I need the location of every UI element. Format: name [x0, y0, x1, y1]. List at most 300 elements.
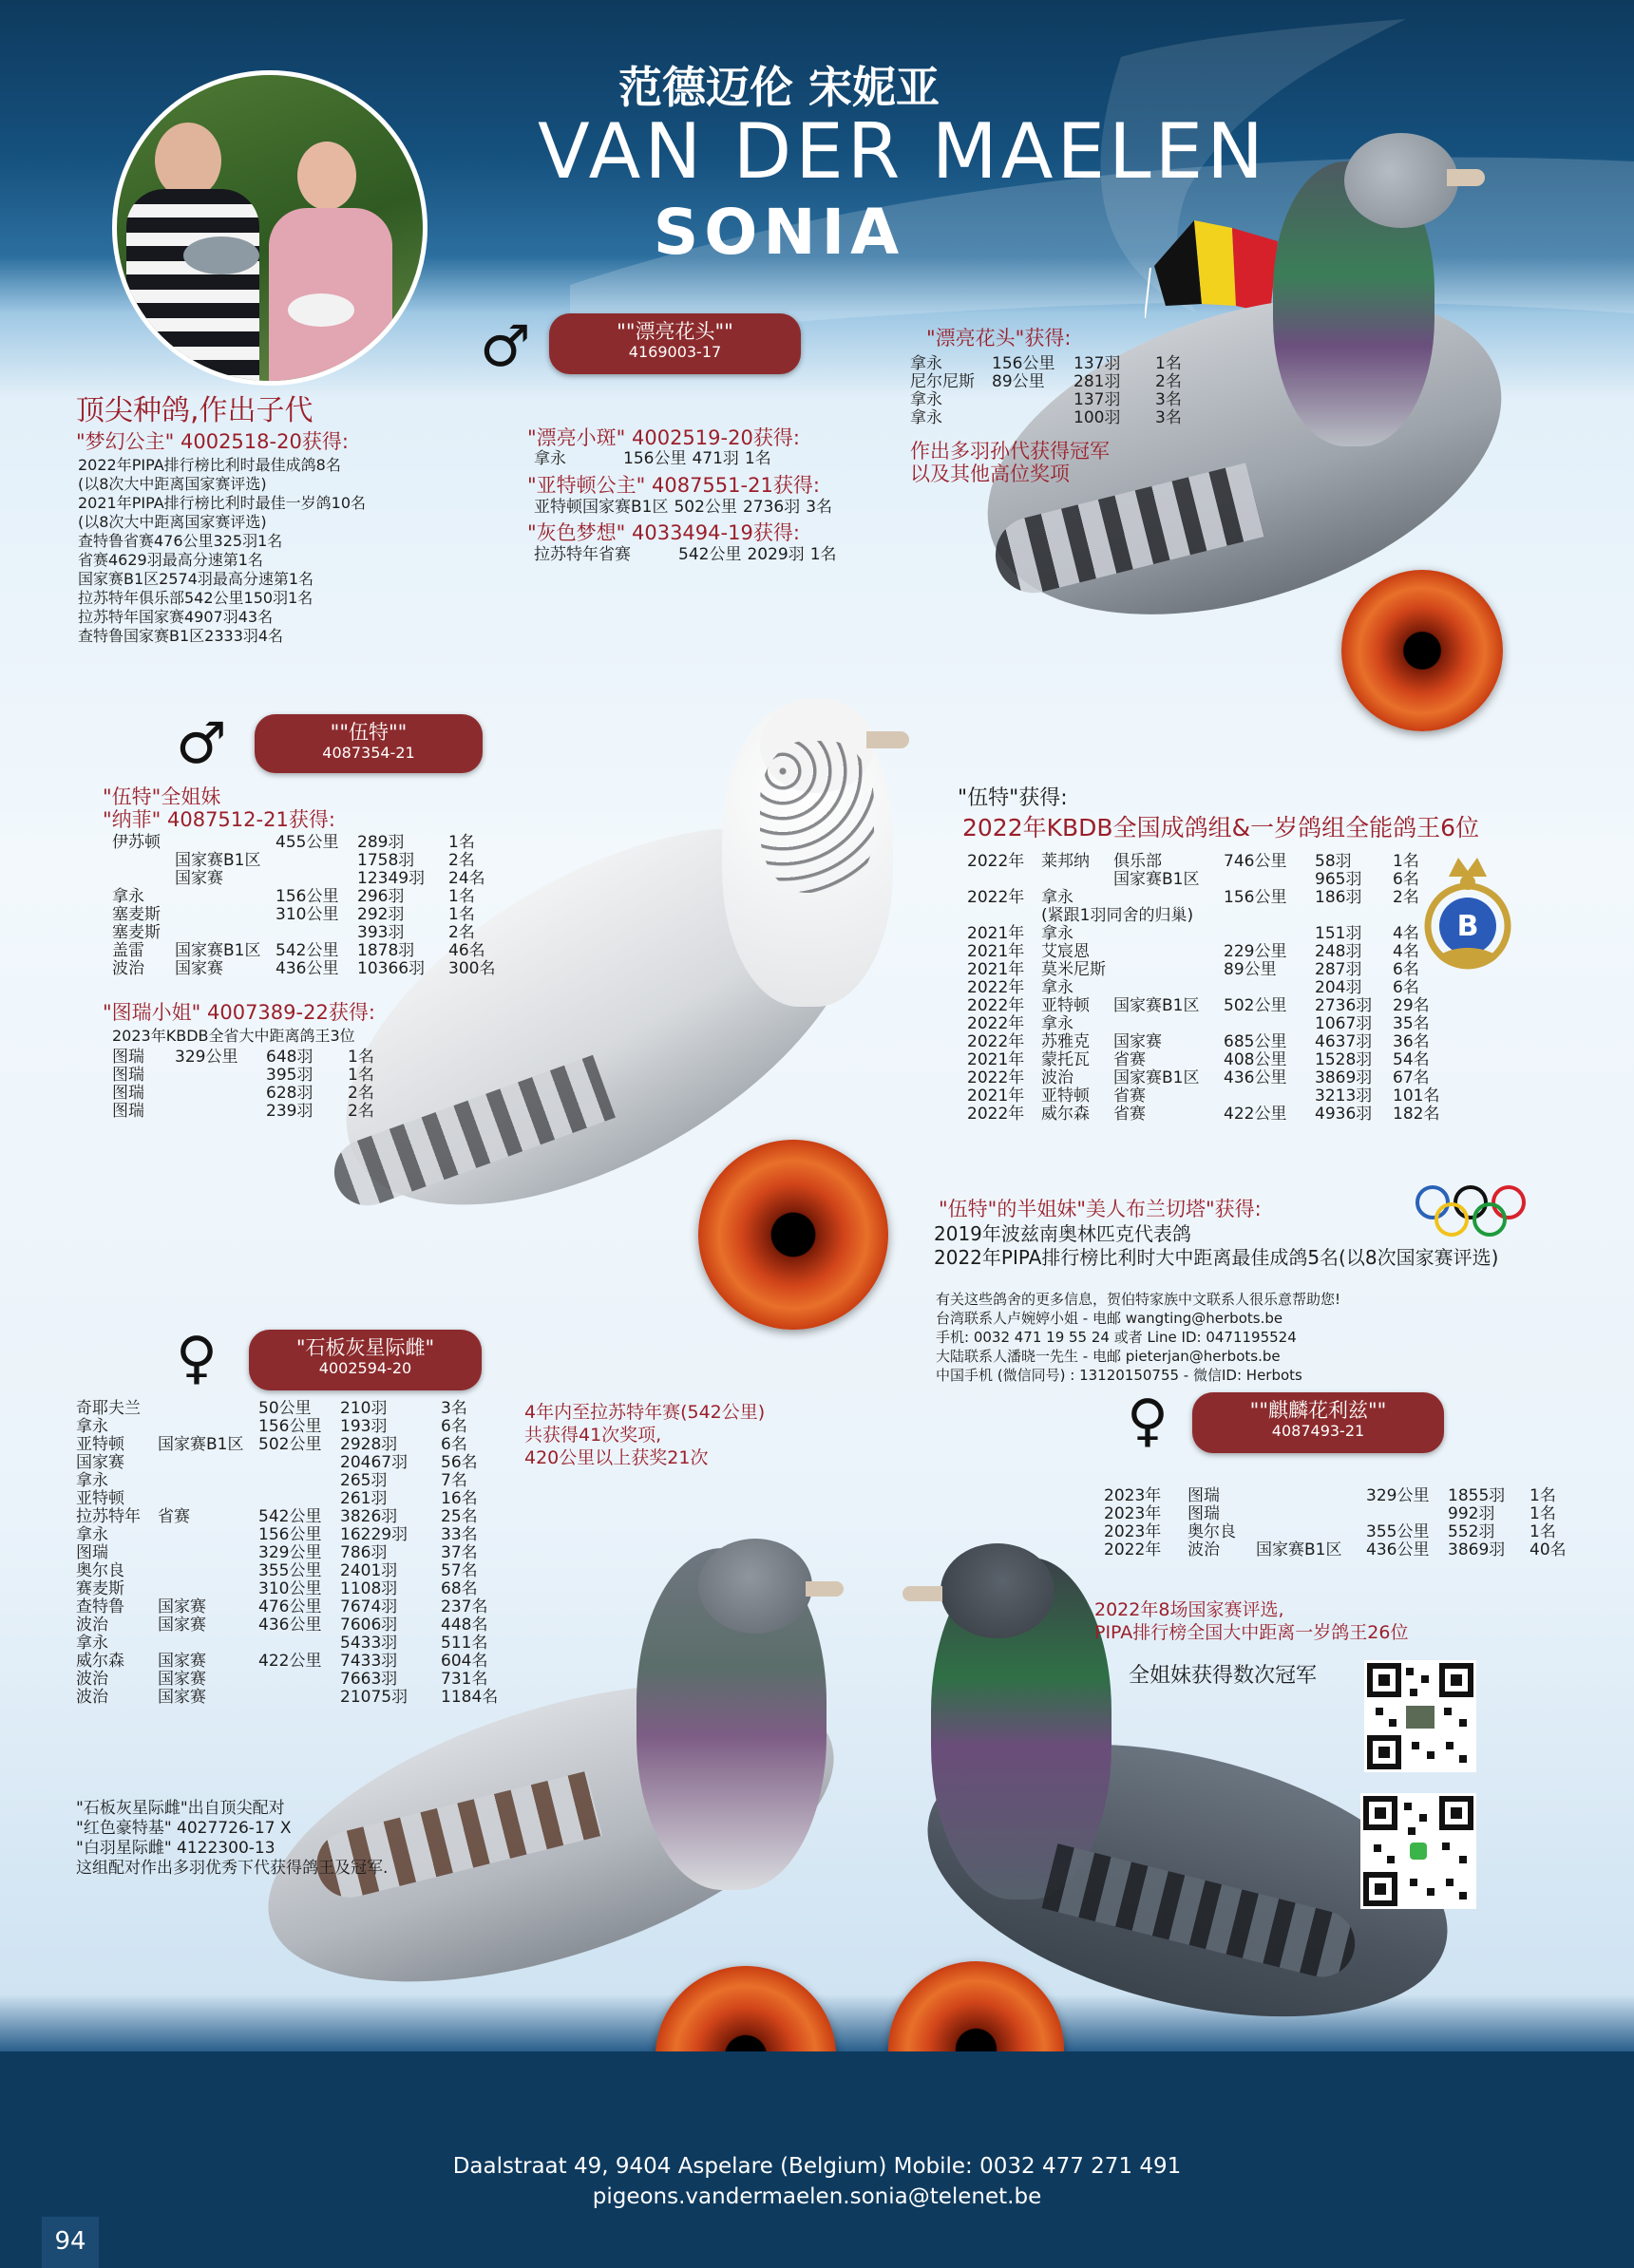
cell: 图瑞: [112, 1084, 144, 1103]
cell: 329公里: [1366, 1486, 1430, 1505]
cell: (紧跟1羽同舍的归巢): [1041, 906, 1194, 925]
cell: 拿永: [1041, 924, 1074, 943]
bird2-own-table: [967, 853, 1445, 1124]
cell: 502公里: [674, 498, 737, 517]
table-row: [76, 1472, 504, 1490]
cell: 1名: [1155, 354, 1182, 373]
cell: 156公里: [258, 1525, 322, 1544]
cell: [276, 924, 357, 942]
cell: 7606羽: [340, 1616, 398, 1635]
table-row: [534, 546, 843, 564]
cell: 156公里: [276, 887, 339, 906]
belgium-flag-icon: [1145, 199, 1287, 318]
cell: 476公里: [258, 1597, 322, 1616]
table-row: [967, 1015, 1445, 1033]
cell: 101名: [1393, 1087, 1440, 1106]
cell: 21075羽: [340, 1688, 408, 1707]
cell: 2023年: [1104, 1486, 1162, 1505]
cell: [258, 1635, 340, 1653]
bird4-ring: 4087493-21: [1271, 1422, 1365, 1440]
table-row: [76, 1526, 504, 1544]
cell: 393羽: [357, 923, 405, 942]
cell: 329公里: [175, 1048, 238, 1067]
cell: 2022年: [967, 1105, 1025, 1124]
cell: 7674羽: [340, 1597, 398, 1616]
table-row: [76, 1616, 504, 1635]
table-row: [967, 961, 1445, 979]
cell: 2022年: [967, 1032, 1025, 1051]
table-row: [910, 373, 1188, 391]
cell: 2名: [1155, 372, 1182, 391]
cell: 2名: [348, 1084, 374, 1103]
cell: 6名: [441, 1435, 467, 1454]
table-row: [967, 889, 1445, 907]
cell: 国家赛: [158, 1652, 206, 1671]
cell: 355公里: [1366, 1522, 1430, 1541]
contact-line: 台湾联系人卢婉婷小姐 - 电邮 wangting@herbots.be: [936, 1310, 1283, 1327]
cell: 拿永: [112, 887, 144, 906]
intro-line: (以8次大中距离国家赛评选): [78, 475, 267, 493]
cell: 436公里: [276, 959, 339, 978]
contact-line: 大陆联系人潘晓一先生 - 电邮 pieterjan@herbots.be: [936, 1348, 1281, 1365]
cell: 2022年: [1104, 1540, 1162, 1559]
bird3-pairing-line: "白羽星际雌" 4122300-13: [76, 1839, 276, 1858]
cell: 502公里: [1224, 996, 1287, 1015]
cell: 237名: [441, 1597, 488, 1616]
cell: 图瑞: [112, 1066, 144, 1085]
cell: 拿永: [1041, 1014, 1074, 1033]
bird2-sibling-title-1: "伍特"全姐妹: [103, 785, 221, 808]
cell: 2736羽: [1315, 996, 1373, 1015]
cell: 287羽: [1315, 960, 1362, 979]
cell: 422公里: [1224, 1105, 1287, 1124]
cell: [158, 1635, 258, 1653]
cell: 3名: [1155, 408, 1182, 427]
table-row: [910, 355, 1188, 373]
cell: [1113, 925, 1224, 943]
cell: 省赛: [1113, 1050, 1146, 1069]
intro-line: 省赛4629羽最高分速第1名: [78, 551, 263, 569]
cell: 455公里: [276, 833, 339, 852]
intro-line: (以8次大中距离国家赛评选): [78, 513, 267, 531]
cell: 2029羽: [747, 545, 805, 564]
cell: 156公里: [1224, 888, 1287, 907]
cell: 1528羽: [1315, 1050, 1373, 1069]
cell: 54名: [1393, 1050, 1430, 1069]
cell: 波治: [76, 1670, 108, 1689]
table-row: [112, 1049, 380, 1067]
intro-line: 国家赛B1区2574羽最高分速第1名: [78, 570, 314, 588]
intro-line: 拉苏特年国家赛4907羽43名: [78, 608, 274, 626]
cell: 436公里: [1366, 1540, 1430, 1559]
bird3-name-badge: [249, 1330, 482, 1390]
table-row: [112, 852, 501, 870]
cell: 408公里: [1224, 1050, 1287, 1069]
cell: 965羽: [1315, 870, 1362, 889]
cell: [258, 1671, 340, 1689]
table-row: [112, 960, 501, 978]
cell: 1855羽: [1448, 1486, 1506, 1505]
olympic-rings-icon: [1414, 1183, 1532, 1240]
cell: [992, 409, 1074, 427]
cell: 542公里: [678, 545, 742, 564]
cell: 拿永: [76, 1471, 108, 1490]
table-row: [76, 1580, 504, 1598]
bird2-name-badge: [255, 714, 483, 773]
cell: 国家赛: [158, 1670, 206, 1689]
cell: 塞麦斯: [112, 905, 161, 924]
bird3-pairing: [76, 1799, 388, 1879]
bird2-own-label: "伍特"获得:: [958, 786, 1068, 810]
cell: 36名: [1393, 1032, 1430, 1051]
table-row: [967, 925, 1445, 943]
cell: [158, 1454, 258, 1472]
bird1-own-table: [910, 355, 1188, 427]
cell: [158, 1526, 258, 1544]
cell: 204羽: [1315, 978, 1362, 997]
cell: 156公里: [258, 1417, 322, 1436]
cell: 502公里: [258, 1435, 322, 1454]
cell: 蒙托瓦: [1041, 1050, 1090, 1069]
cell: 国家赛B1区: [158, 1435, 244, 1454]
cell: 1067羽: [1315, 1014, 1373, 1033]
table-row: [76, 1490, 504, 1508]
cell: 威尔森: [1041, 1105, 1090, 1124]
table-row: [76, 1562, 504, 1580]
cell: [158, 1418, 258, 1436]
table-row: [112, 906, 501, 924]
cell: 2736羽: [742, 498, 801, 517]
cell: [258, 1490, 340, 1508]
bird1-own-title: "漂亮花头"获得:: [926, 327, 1072, 350]
cell: 448名: [441, 1616, 488, 1635]
bird3-pairing-line: "石板灰星际雌"出自顶尖配对: [76, 1799, 285, 1818]
cell: [1113, 1015, 1224, 1033]
cell: [175, 1085, 266, 1103]
cell: 156公里: [623, 449, 687, 468]
cell: 310公里: [276, 905, 339, 924]
bird1-child3-title: "灰色梦想" 4033494-19获得:: [527, 521, 800, 544]
cell: 图瑞: [1188, 1486, 1220, 1505]
table-row: [967, 1106, 1445, 1124]
cell: 542公里: [258, 1507, 322, 1526]
cell: 628羽: [266, 1084, 314, 1103]
table-row: [1104, 1523, 1572, 1541]
table-row: [967, 979, 1445, 997]
cell: 16名: [441, 1489, 478, 1508]
svg-text:B: B: [1456, 910, 1479, 943]
table-row: [967, 907, 1445, 925]
cell: 310公里: [258, 1579, 322, 1598]
cell: 648羽: [266, 1048, 314, 1067]
cell: 拿永: [76, 1634, 108, 1653]
table-row: [112, 942, 501, 960]
cell: 图瑞: [1188, 1504, 1220, 1523]
cell: 68名: [441, 1579, 478, 1598]
cell: 拿永: [910, 354, 942, 373]
male-symbol-icon: ♂: [480, 313, 531, 380]
bird2-sibling-table: [112, 834, 501, 978]
bird1-own-note-1: 作出多羽孙代获得冠军: [910, 440, 1110, 463]
table-row: [76, 1508, 504, 1526]
table-row: [76, 1544, 504, 1562]
cell: 亚特顿: [1041, 996, 1090, 1015]
cell: 289羽: [357, 833, 405, 852]
cell: 6名: [1393, 978, 1419, 997]
cell: 莫米尼斯: [1041, 960, 1106, 979]
intro-line: 查特鲁国家赛B1区2333羽4名: [78, 627, 284, 645]
cell: 2021年: [967, 960, 1025, 979]
cell: 58羽: [1315, 852, 1352, 871]
table-row: [76, 1418, 504, 1436]
contact-line: 有关这些鸽舍的更多信息，贺伯特家族中文联系人很乐意帮助您!: [936, 1291, 1341, 1308]
cell: 赛麦斯: [76, 1579, 124, 1598]
breeder-photo: [112, 70, 428, 386]
table-row: [967, 853, 1445, 871]
qr-code-icon: [1364, 1660, 1476, 1772]
bird3-pairing-line: 这组配对作出多羽优秀下代获得鸽王及冠军.: [76, 1859, 389, 1878]
cell: 16229羽: [340, 1525, 408, 1544]
cell: 拿永: [534, 449, 566, 468]
cell: 2021年: [967, 942, 1025, 961]
intro-line: 查特鲁省赛476公里325羽1名: [78, 532, 283, 550]
cell: 拿永: [910, 390, 942, 409]
bird3-note-3: 420公里以上获奖21次: [524, 1447, 709, 1468]
cell: [276, 870, 357, 888]
table-row: [1104, 1541, 1572, 1559]
cell: 2022年: [967, 996, 1025, 1015]
cell: 1名: [448, 833, 475, 852]
cell: [1113, 961, 1224, 979]
cell: 292羽: [357, 905, 405, 924]
table-row: [1104, 1505, 1572, 1523]
cell: 伊苏顿: [112, 833, 161, 852]
cell: 2022年: [967, 1014, 1025, 1033]
cell: 3名: [441, 1399, 467, 1418]
cell: 3869羽: [1448, 1540, 1506, 1559]
cell: 422公里: [258, 1652, 322, 1671]
chinese-title: 范德迈伦 宋妮亚: [618, 62, 940, 113]
cell: 国家赛: [175, 959, 223, 978]
bird4-note-1: 2022年8场国家赛评选,: [1094, 1599, 1284, 1620]
bird4-name: ""麒麟花利兹"": [1249, 1399, 1387, 1422]
page-number: 94: [54, 2227, 86, 2256]
table-row: [112, 834, 501, 852]
cell: 35名: [1393, 1014, 1430, 1033]
cell: 国家赛B1区: [1113, 996, 1200, 1015]
table-row: [910, 409, 1188, 427]
eye-photo-1: [1341, 570, 1503, 731]
bird1-child3-table: [534, 546, 843, 564]
cell: 图瑞: [112, 1102, 144, 1121]
cell: 261羽: [340, 1489, 388, 1508]
table-row: [967, 871, 1445, 889]
cell: 2022年: [967, 852, 1025, 871]
bird2-name: ""伍特"": [330, 721, 408, 744]
cell: [258, 1454, 340, 1472]
cell: 1名: [348, 1066, 374, 1085]
table-row: [967, 1051, 1445, 1069]
cell: 省赛: [1113, 1105, 1146, 1124]
cell: 拿永: [1041, 888, 1074, 907]
cell: 89公里: [992, 372, 1045, 391]
cell: 24名: [448, 869, 485, 888]
bird2-own-heading: 2022年KBDB全国成鸽组&一岁鸽组全能鸽王6位: [962, 814, 1479, 841]
cell: 盖雷: [112, 941, 144, 960]
cell: 210羽: [340, 1399, 388, 1418]
cell: 艾宸恩: [1041, 942, 1090, 961]
cell: 156公里: [992, 354, 1055, 373]
cell: [1224, 925, 1315, 943]
cell: 182名: [1393, 1105, 1440, 1124]
contact-line: 中国手机 (微信同号) : 13120150755 - 微信ID: Herbots: [936, 1367, 1302, 1384]
cell: 604名: [441, 1652, 488, 1671]
cell: 省赛: [158, 1507, 190, 1526]
cell: 图瑞: [112, 1048, 144, 1067]
cell: 1108羽: [340, 1579, 398, 1598]
cell: 731名: [441, 1670, 488, 1689]
cell: 2名: [448, 851, 475, 870]
intro-heading: 顶尖种鸽,作出子代: [76, 394, 314, 427]
cell: 2401羽: [340, 1561, 398, 1580]
cell: [158, 1490, 258, 1508]
cell: [158, 1562, 258, 1580]
bird3-pairing-line: "红色豪特基" 4027726-17 X: [76, 1819, 292, 1838]
cell: 国家赛: [76, 1453, 124, 1472]
table-row: [112, 1067, 380, 1085]
cell: 莱邦纳: [1041, 852, 1090, 871]
bird3-note-2: 共获得41次奖项,: [524, 1425, 662, 1446]
cell: 25名: [441, 1507, 478, 1526]
table-row: [76, 1653, 504, 1671]
bird4-sibling-note: 全姐妹获得数次冠军: [1129, 1664, 1318, 1688]
cell: [1224, 979, 1315, 997]
table-row: [967, 997, 1445, 1015]
cell: 2928羽: [340, 1435, 398, 1454]
kbdb-logo-icon: [1420, 850, 1515, 983]
intro-subtitle: "梦幻公主" 4002518-20获得:: [76, 430, 349, 453]
cell: 国家赛: [158, 1597, 206, 1616]
cell: 亚特顿: [76, 1489, 124, 1508]
cell: [1256, 1505, 1366, 1523]
cell: [175, 834, 276, 852]
cell: 查特鲁: [76, 1597, 124, 1616]
cell: 奥尔良: [76, 1561, 124, 1580]
cell: 20467羽: [340, 1453, 408, 1472]
cell: 苏雅克: [1041, 1032, 1090, 1051]
cell: 248羽: [1315, 942, 1362, 961]
bird4-note-2: PIPA排行榜全国大中距离一岁鸽王26位: [1094, 1622, 1409, 1643]
cell: 2022年: [967, 1068, 1025, 1087]
intro-line: 2021年PIPA排行榜比利时最佳一岁鸽10名: [78, 494, 367, 512]
bird1-name: ""漂亮花头"": [617, 320, 733, 343]
cell: 国家赛: [1113, 1032, 1162, 1051]
cell: 1名: [809, 545, 837, 564]
cell: 波治: [1188, 1540, 1220, 1559]
cell: 193羽: [340, 1417, 388, 1436]
cell: [112, 852, 175, 870]
bird1-child1-table: [534, 450, 777, 468]
bird1-own-note-2: 以及其他高位奖项: [910, 463, 1070, 485]
cell: 542公里: [276, 941, 339, 960]
bird2-ring: 4087354-21: [322, 744, 415, 762]
cell: [1113, 889, 1224, 907]
table-row: [76, 1671, 504, 1689]
table-row: [1104, 1487, 1572, 1505]
cell: 亚特顿国家赛B1区: [534, 498, 669, 517]
cell: 奥尔良: [1188, 1522, 1236, 1541]
cell: [175, 1103, 266, 1121]
bird3-note-1: 4年内至拉苏特年赛(542公里): [524, 1402, 766, 1423]
cell: 2021年: [967, 924, 1025, 943]
intro-lines: [78, 456, 366, 646]
cell: 1名: [1393, 852, 1419, 871]
table-row: [967, 1033, 1445, 1051]
footer-email[interactable]: pigeons.vandermaelen.sonia@telenet.be: [592, 2184, 1042, 2209]
cell: 1名: [1530, 1504, 1556, 1523]
cell: 40名: [1530, 1540, 1567, 1559]
cell: 国家赛: [158, 1616, 206, 1635]
cell: 国家赛B1区: [175, 941, 261, 960]
table-row: [967, 1087, 1445, 1106]
cell: 2022年: [967, 888, 1025, 907]
bird4-results-table: [1104, 1487, 1572, 1559]
cell: [158, 1400, 258, 1418]
cell: 1758羽: [357, 851, 415, 870]
cell: [1256, 1523, 1366, 1541]
cell: 2名: [1393, 888, 1419, 907]
cell: 国家赛: [158, 1688, 206, 1707]
table-row: [534, 450, 777, 468]
cell: 786羽: [340, 1543, 388, 1562]
contact-block: [936, 1290, 1340, 1385]
cell: 37名: [441, 1543, 478, 1562]
cell: 国家赛B1区: [1113, 1068, 1200, 1087]
cell: 33名: [441, 1525, 478, 1544]
cell: 296羽: [357, 887, 405, 906]
cell: 67名: [1393, 1068, 1430, 1087]
cell: 265羽: [340, 1471, 388, 1490]
breeder-name-line1: VAN DER MAELEN: [537, 107, 1268, 196]
cell: 亚特顿: [76, 1435, 124, 1454]
cell: 1878羽: [357, 941, 415, 960]
cell: 国家赛B1区: [175, 851, 261, 870]
cell: 12349羽: [357, 869, 426, 888]
cell: [158, 1580, 258, 1598]
bird2-sibling2-subtitle: 2023年KBDB全省大中距离鸽王3位: [112, 1027, 355, 1045]
cell: [967, 871, 1041, 889]
cell: 4名: [1393, 942, 1419, 961]
cell: [276, 852, 357, 870]
bird4-name-badge: [1192, 1392, 1444, 1453]
cell: [1366, 1505, 1448, 1523]
female-symbol-icon: ♀: [1127, 1388, 1168, 1454]
cell: 俱乐部: [1113, 852, 1162, 871]
cell: 10366羽: [357, 959, 426, 978]
cell: 省赛: [1113, 1087, 1146, 1106]
bird1-child2-title: "亚特顿公主" 4087551-21获得:: [527, 474, 820, 497]
cell: 1184名: [441, 1688, 499, 1707]
cell: 2021年: [967, 1087, 1025, 1106]
footer-address: Daalstraat 49, 9404 Aspelare (Belgium) Mobile: 0032 477 271 491: [452, 2154, 1182, 2179]
cell: 4936羽: [1315, 1105, 1373, 1124]
cell: [112, 870, 175, 888]
cell: 5433羽: [340, 1634, 398, 1653]
cell: [1256, 1487, 1366, 1505]
cell: 威尔森: [76, 1652, 124, 1671]
cell: 拉苏特年省赛: [534, 545, 631, 564]
cell: 国家赛B1区: [1113, 870, 1200, 889]
